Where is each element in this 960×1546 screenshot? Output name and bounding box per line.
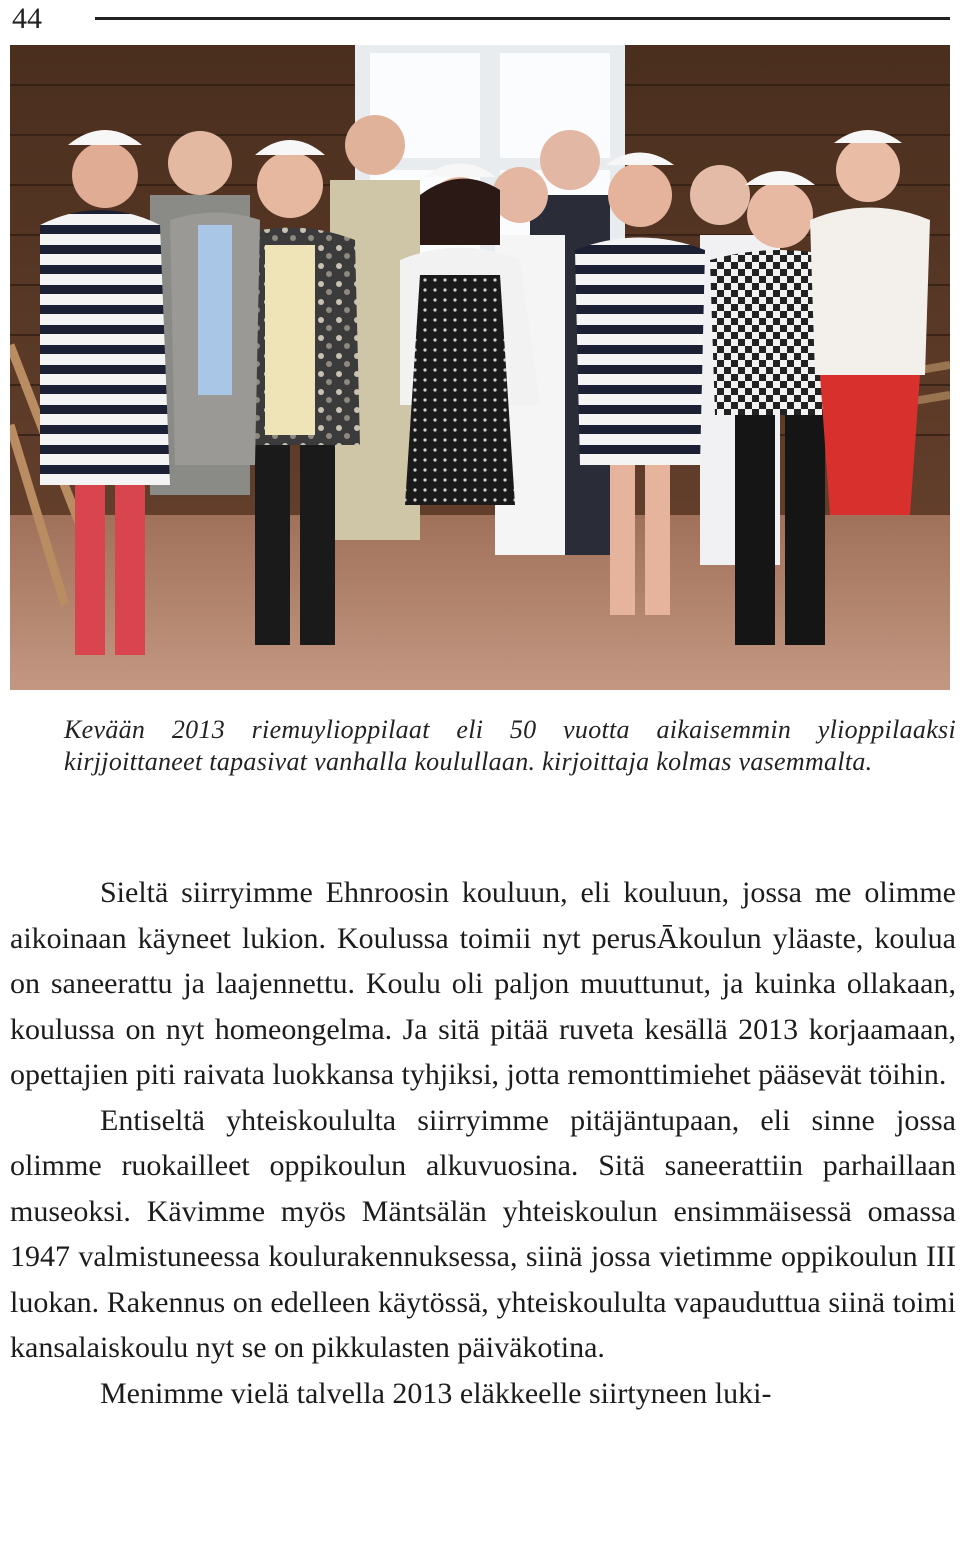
paragraph: Entiseltä yhteiskoululta siirryimme pitäjäntupaan, eli sinne jossa olimme ruokailleet oppikoulun alkuvuosina. Sitä saneerattiin parhaillaan museoksi. Kävimme myös Mäntsälän yhteiskoulun ensimmäisessä omassa 1947 valmistuneessa koulurakennuksessa, siinä jossa vietimme oppikoulun III luokan. Rakennus on edelleen käytössä, yhteiskoululta vapauduttua siinä toimi kansalaiskoulu nyt se on pikkulasten päiväkotina.: [10, 1103, 956, 1364]
group-photo-icon: [10, 45, 950, 690]
article-body: [10, 870, 956, 1416]
paragraph: Sieltä siirryimme Ehnroosin kouluun, eli kouluun, jossa me olimme aikoinaan käyneet lukion. Koulussa toimii nyt perusĀkoulun yläaste, koulua on saneerattu ja laajennettu. Koulu oli paljon muuttunut, ja kuinka ollakaan, koulussa on nyt homeongelma. Ja sitä pitää ruveta kesällä 2013 korjaamaan, opettajien piti raivata luokkansa tyhjiksi, jotta remonttimiehet pääsevät töihin.: [10, 876, 956, 1091]
page-number: 44: [12, 2, 42, 35]
paragraph: Menimme vielä talvella 2013 eläkkeelle siirtyneen luki-: [100, 1376, 772, 1410]
header-rule: [95, 17, 950, 20]
photo-caption: Kevään 2013 riemuylioppilaat eli 50 vuotta aikaisemmin ylioppilaaksi kirjjoittaneet tapasivat vanhalla koulullaan. kirjoittaja kolmas vasemmalta.: [64, 715, 956, 776]
page-header: [0, 0, 960, 40]
group-photo: [10, 45, 950, 690]
